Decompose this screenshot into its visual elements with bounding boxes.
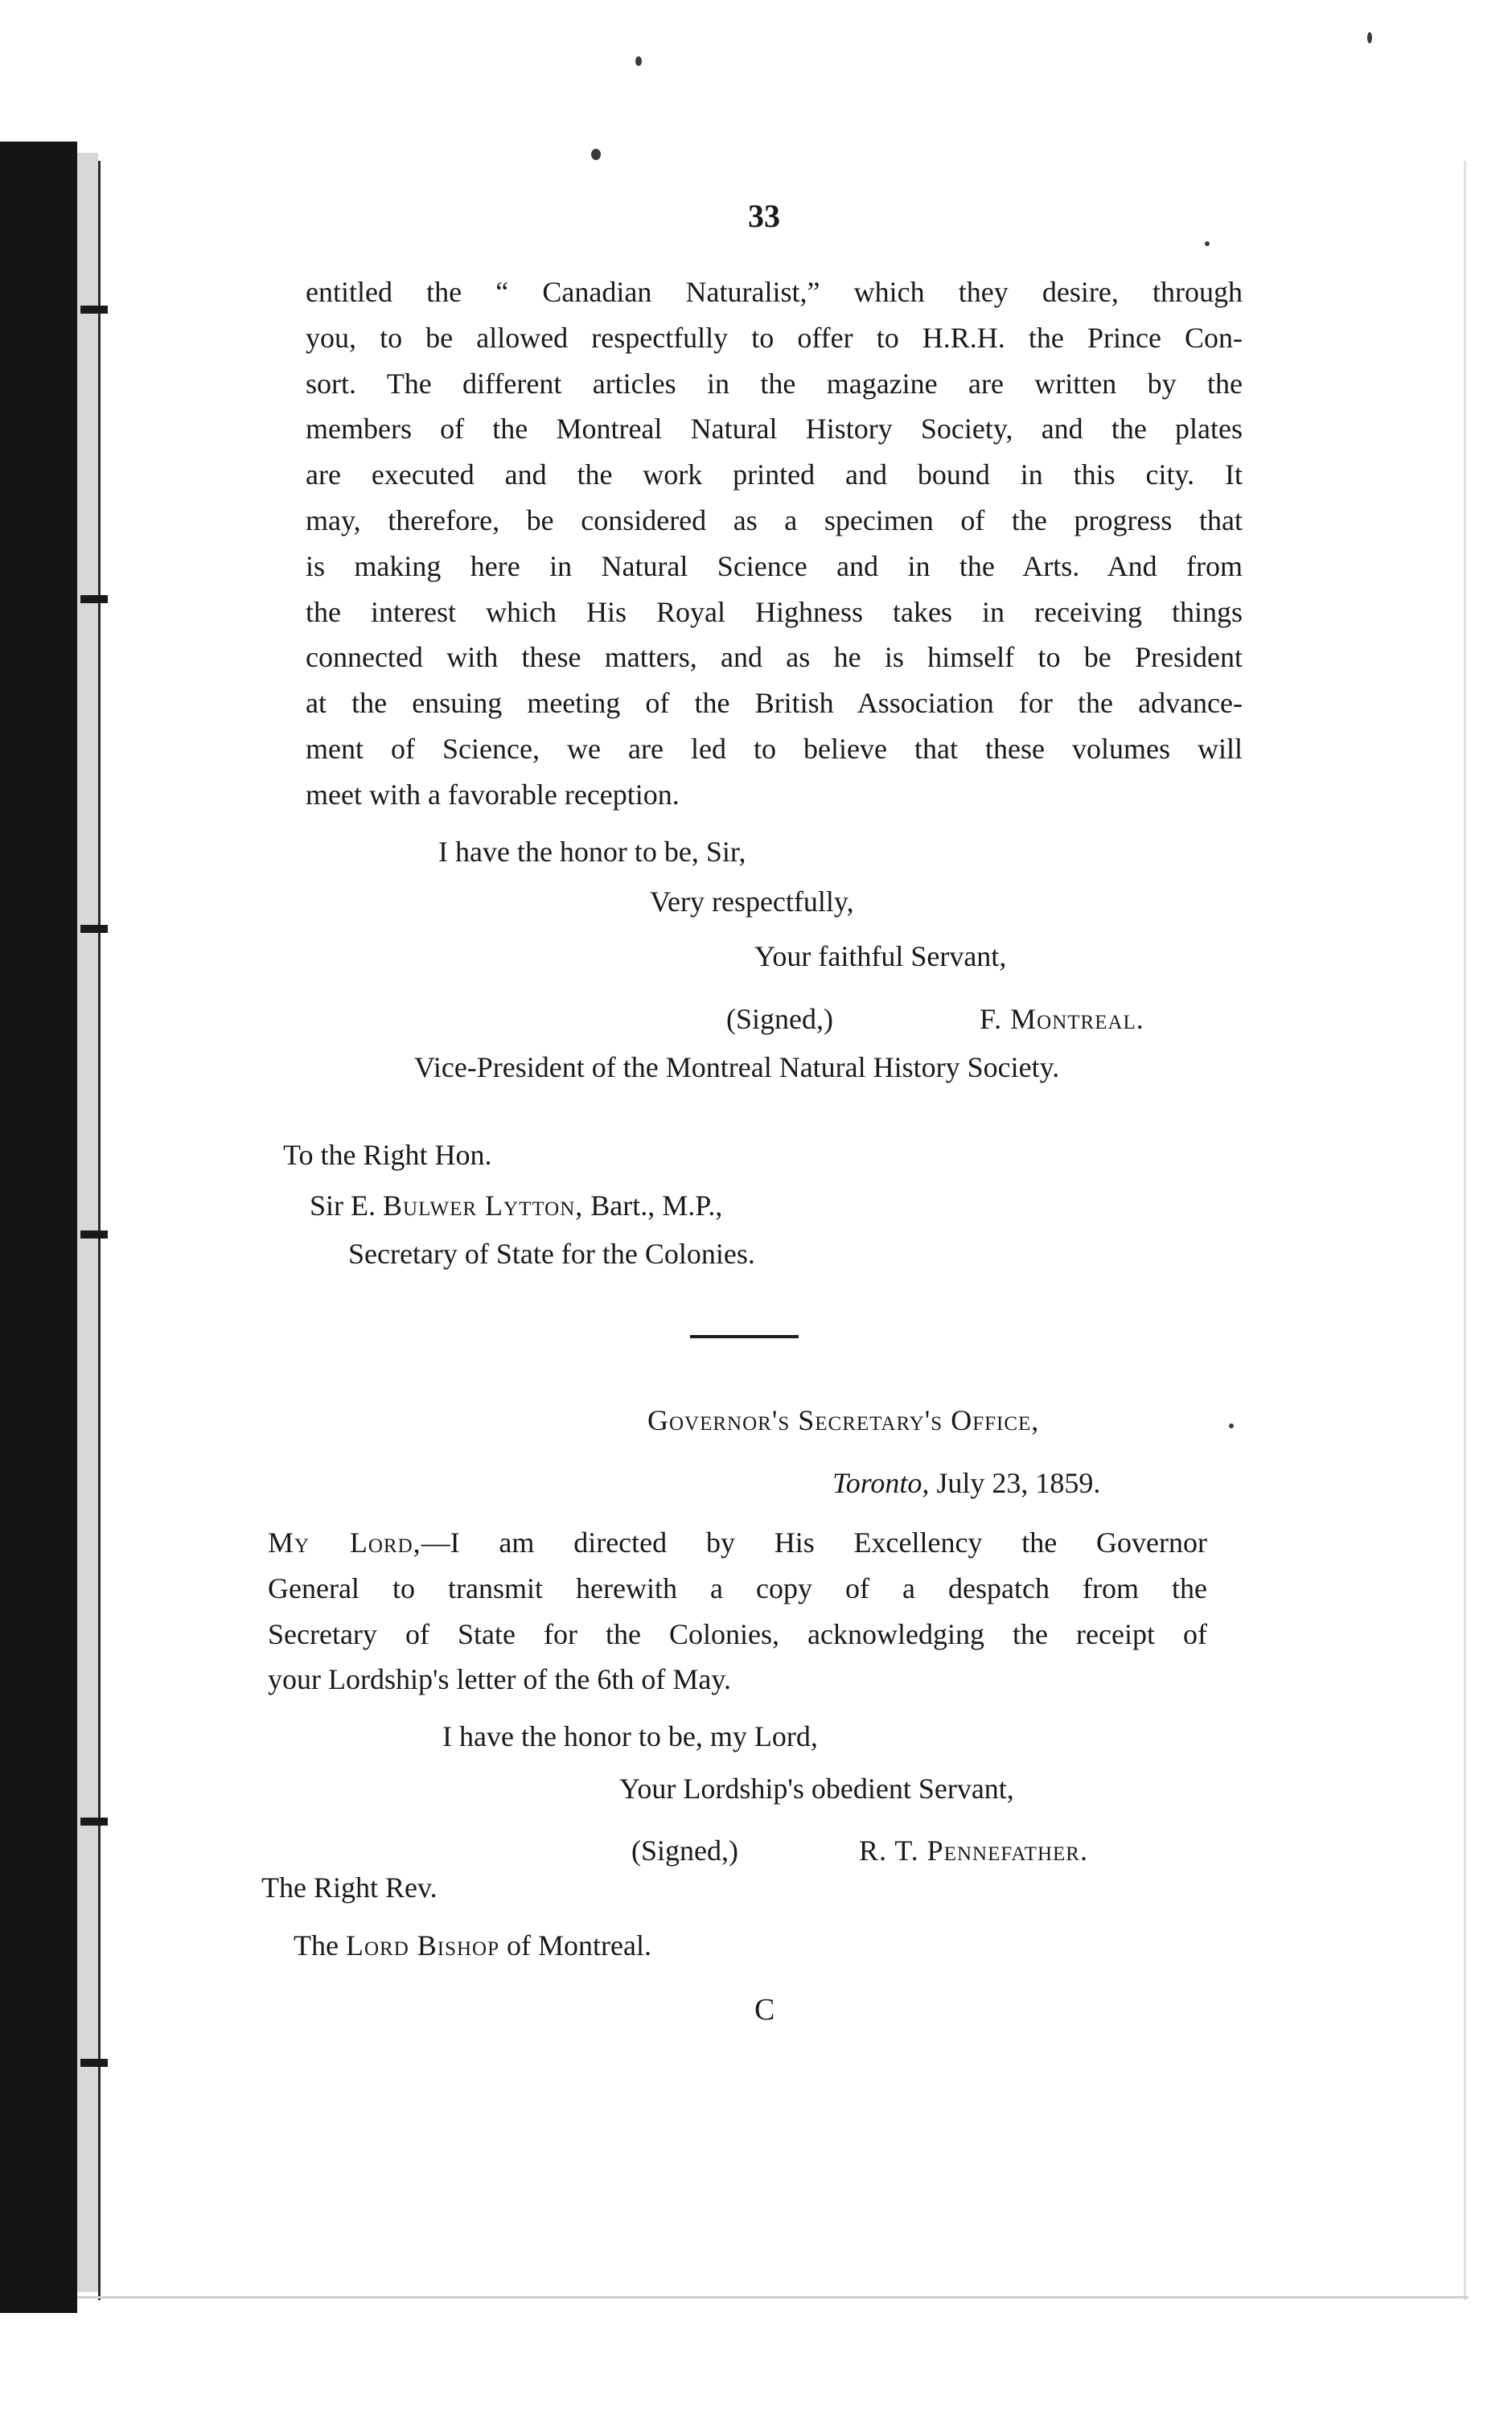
- page-number: 33: [748, 198, 780, 234]
- address-line: Secretary of State for the Colonies.: [348, 1238, 755, 1270]
- text-line: General to transmit herewith a copy of a despatch from the: [268, 1571, 1207, 1604]
- addressee-name: Bulwer Lytton,: [383, 1189, 584, 1222]
- text-line: connected with these matters, and as he is himself to be President: [306, 641, 1243, 674]
- signer-name: F. Montreal.: [980, 1003, 1144, 1035]
- signed-label: (Signed,): [726, 1003, 833, 1035]
- text-line: your Lordship's letter of the 6th of May.: [268, 1663, 732, 1696]
- scan-speck: [1229, 1423, 1234, 1428]
- signer-name: R. T. Pennefather.: [859, 1834, 1088, 1867]
- scan-speck: [635, 56, 642, 66]
- closing-servant: Your Lordship's obedient Servant,: [619, 1773, 1014, 1805]
- closing-honor: I have the honor to be, Sir,: [438, 836, 746, 868]
- address-line: The Right Rev.: [261, 1871, 438, 1904]
- signer-title: Vice-President of the Montreal Natural History Society.: [414, 1051, 1060, 1083]
- address-line: To the Right Hon.: [283, 1139, 492, 1171]
- text-line: may, therefore, be considered as a specimen of the progress that: [306, 503, 1243, 536]
- address-line: [310, 1182, 722, 1229]
- text-line: the interest which His Royal Highness takes in receiving things: [306, 595, 1243, 628]
- binding-stitch: [80, 925, 108, 933]
- office-heading: Governor's Secretary's Office,: [647, 1404, 1040, 1436]
- text-line: is making here in Natural Science and in the Arts. And from: [306, 549, 1243, 582]
- previous-page-edge: [0, 142, 77, 2313]
- binding-stitch: [80, 595, 108, 603]
- binding-stitch: [80, 306, 108, 314]
- scan-speck: [1205, 241, 1210, 246]
- text-line: members of the Montreal Natural History Society, and the plates: [306, 413, 1243, 446]
- text-line: ment of Science, we are led to believe that these volumes will: [306, 732, 1243, 765]
- page-bottom-edge: [77, 2296, 1469, 2298]
- scan-speck: [591, 149, 601, 160]
- address-line: [294, 1922, 651, 1969]
- text-line: meet with a favorable reception.: [306, 778, 680, 811]
- address-prefix: The: [294, 1929, 339, 1962]
- scan-speck: [1367, 32, 1372, 43]
- text-line: are executed and the work printed and bound in this city. It: [306, 458, 1243, 491]
- closing-respectfully: Very respectfully,: [650, 885, 854, 918]
- section-divider: [690, 1335, 799, 1338]
- letter-body-paragraph: [306, 269, 1243, 818]
- text-line: at the ensuing meeting of the British Association for the advance-: [306, 687, 1243, 720]
- signed-label: (Signed,): [631, 1834, 738, 1867]
- closing-honor: I have the honor to be, my Lord,: [442, 1720, 818, 1752]
- binding-strip: [77, 153, 98, 2292]
- page-right-edge: [1464, 161, 1466, 2300]
- letter-body-paragraph: [268, 1520, 1207, 1703]
- text-line: [268, 1520, 1207, 1566]
- date: July 23, 1859.: [936, 1467, 1101, 1499]
- text-line: entitled the “ Canadian Naturalist,” which they desire, through: [306, 276, 1243, 308]
- binding-stitch: [80, 2059, 108, 2067]
- text-fragment: —I am directed by His Excellency the Governor: [421, 1526, 1207, 1559]
- text-line: you, to be allowed respectfully to offer to H.R.H. the Prince Con-: [306, 321, 1243, 354]
- binding-stitch: [80, 1230, 108, 1239]
- address-suffix: of Montreal.: [507, 1929, 651, 1962]
- addressee-name: Lord Bishop: [345, 1929, 499, 1962]
- address-suffix: Bart., M.P.,: [590, 1189, 723, 1222]
- text-line: Secretary of State for the Colonies, acknowledging the receipt of: [268, 1617, 1207, 1650]
- place-date: [832, 1460, 1100, 1506]
- closing-servant: Your faithful Servant,: [754, 940, 1007, 972]
- binding-stitch: [80, 1818, 108, 1826]
- address-prefix: Sir E.: [310, 1189, 376, 1222]
- salutation: My Lord,: [268, 1526, 421, 1559]
- place: Toronto,: [832, 1467, 930, 1499]
- signature-mark: C: [754, 1993, 775, 2027]
- text-line: sort. The different articles in the magazine are written by the: [306, 367, 1243, 400]
